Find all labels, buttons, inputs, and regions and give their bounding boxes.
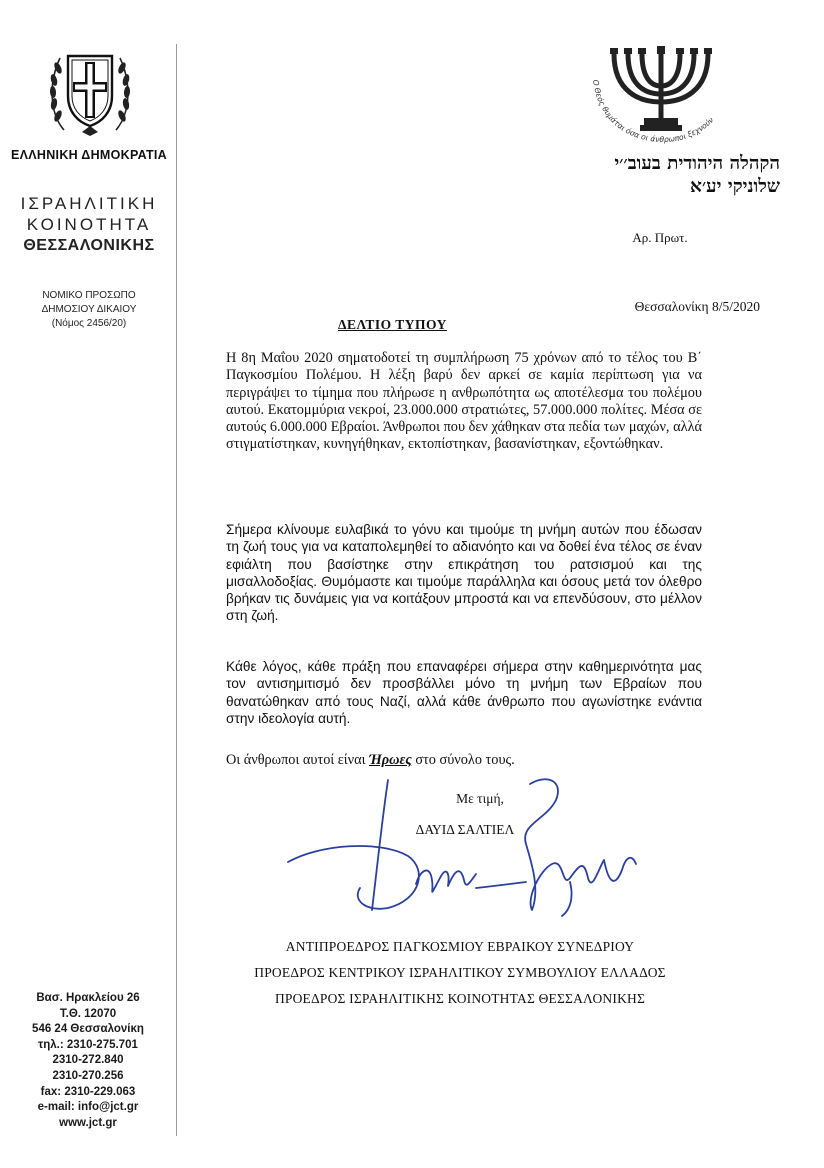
legal-status-line: ΝΟΜΙΚΟ ΠΡΟΣΩΠΟ xyxy=(42,290,136,301)
hebrew-community-name xyxy=(540,152,780,198)
sidebar-divider xyxy=(176,44,177,1136)
contact-city: 546 24 Θεσσαλονίκη xyxy=(32,1023,144,1036)
emphasized-word: Ήρωες xyxy=(369,752,412,768)
protocol-number-label: Αρ. Πρωτ. xyxy=(632,230,688,245)
paragraph: Κάθε λόγος, κάθε πράξη που επαναφέρει σήμερα στην καθημερινότητα μας τον αντισημιτισμό δεν προσβάλλει μόνο τη μνήμη των Εβραίων που θανατώθηκαν από τους Ναζί, αλλά κάθε άνθρωπο που αγωνίστηκε ενάντια στην ιδεολογία αυτή. xyxy=(226,659,702,726)
paragraph: Σήμερα κλίνουμε ευλαβικά το γόνυ και τιμούμε τη μνήμη αυτών που έδωσαν τη ζωή τους για να καταπολεμηθεί το αδιανόητο και να δοθεί ένα τέλος σε έναν εφιάλτη που βασίστηκε στην επικράτηση του ρατσισμού και της μισαλλοδοξίας. Θυμόμαστε και τιμούμε παράλληλα και όσους μετά τον όλεθρο βρήκαν τις δυνάμεις για να κοιτάξουν μπροστά και να επενδύσουν, στο μέλλον στη ζωή. xyxy=(226,522,702,624)
signer-title-line: ΠΡΟΕΔΡΟΣ ΙΣΡΑΗΛΙΤΙΚΗΣ ΚΟΙΝΟΤΗΤΑΣ ΘΕΣΣΑΛΟΝΙΚΗΣ xyxy=(274,991,646,1006)
motto-arc xyxy=(585,70,733,150)
document-title: ΔΕΛΤΙΟ ΤΥΠΟΥ xyxy=(338,317,447,332)
paragraph-text: στο σύνολο τους. xyxy=(411,752,515,768)
hebrew-name-line: הקהלה היהודית בעוב׳׳י xyxy=(614,153,780,174)
community-name-line: ΚΟΙΝΟΤΗΤΑ xyxy=(26,215,152,234)
handwritten-signature-icon xyxy=(270,760,650,920)
signer-title-line: ΑΝΤΙΠΡΟΕΔΡΟΣ ΠΑΓΚΟΣΜΙΟΥ ΕΒΡΑΙΚΟΥ ΣΥΝΕΔΡΙΟΥ xyxy=(285,939,635,954)
document-date: Θεσσαλονίκη 8/5/2020 xyxy=(634,299,760,314)
signer-titles xyxy=(190,934,730,1012)
contact-address: Βασ. Ηρακλείου 26 xyxy=(36,992,140,1004)
signer-name: ΔΑΥΙΔ ΣΑΛΤΙΕΛ xyxy=(415,822,515,837)
contact-phone: 2310-270.256 xyxy=(52,1069,124,1082)
greek-coat-of-arms-icon xyxy=(44,44,136,140)
paragraph-text: Οι άνθρωποι αυτοί είναι xyxy=(226,752,369,768)
legal-status-line: ΔΗΜΟΣΙΟΥ ΔΙΚΑΙΟΥ xyxy=(41,304,137,315)
hebrew-name-line: שלוניקי יע׳א xyxy=(689,176,780,197)
contact-email: e-mail: info@jct.gr xyxy=(37,1101,139,1114)
contact-block xyxy=(14,991,162,1131)
svg-text:Ο Θεός θυμάται όσα οι άνθρωποι xyxy=(591,79,716,144)
signer-title-line: ΠΡΟΕΔΡΟΣ ΚΕΝΤΡΙΚΟΥ ΙΣΡΑΗΛΙΤΙΚΟΥ ΣΥΜΒΟΥΛΙΟΥ ΕΛΛΑΔΟΣ xyxy=(254,965,666,980)
republic-label: ΕΛΛΗΝΙΚΗ ΔΗΜΟΚΡΑΤΙΑ xyxy=(10,148,167,162)
paragraph: Η 8η Μαΐου 2020 σηματοδοτεί τη συμπλήρωση 75 χρόνων από το τέλος του Β΄ Παγκοσμίου Πολέμου. Η λέξη βαρύ δεν αρκεί σε καμία περίπτωση για να περιγράψει το τίμημα που πλήρωσε η ανθρωπότητα ως αποτέλεσμα του πολέμου αυτού. Εκατομμύρια νεκροί, 23.000.000 στρατιώτες, 57.000.000 πολίτες. Μέσα σε αυτούς 6.000.000 Εβραίοι. Άνθρωποι που δεν χάθηκαν στα πεδία των μαχών, αλλά στιγματίστηκαν, κυνηγήθηκαν, εκτοπίστηκαν, βασανίστηκαν, εξοντώθηκαν. xyxy=(226,350,702,453)
contact-po-box: Τ.Θ. 12070 xyxy=(59,1007,117,1020)
community-name-line: ΘΕΣΣΑΛΟΝΙΚΗΣ xyxy=(23,237,155,254)
contact-phone: 2310-272.840 xyxy=(52,1054,124,1067)
legal-status xyxy=(10,289,168,331)
motto-text: Ο Θεός θυμάται όσα οι άνθρωποι ξεχνούν xyxy=(590,79,716,144)
community-name xyxy=(10,193,168,256)
legal-status-line: (Νόμος 2456/20) xyxy=(51,318,127,329)
closing-salutation: Με τιμή, xyxy=(456,791,504,806)
contact-website: www.jct.gr xyxy=(59,1116,117,1129)
community-name-line: ΙΣΡΑΗΛΙΤΙΚΗ xyxy=(20,194,158,213)
contact-phone: τηλ.: 2310-275.701 xyxy=(38,1038,138,1051)
contact-fax: fax: 2310-229.063 xyxy=(40,1085,136,1098)
